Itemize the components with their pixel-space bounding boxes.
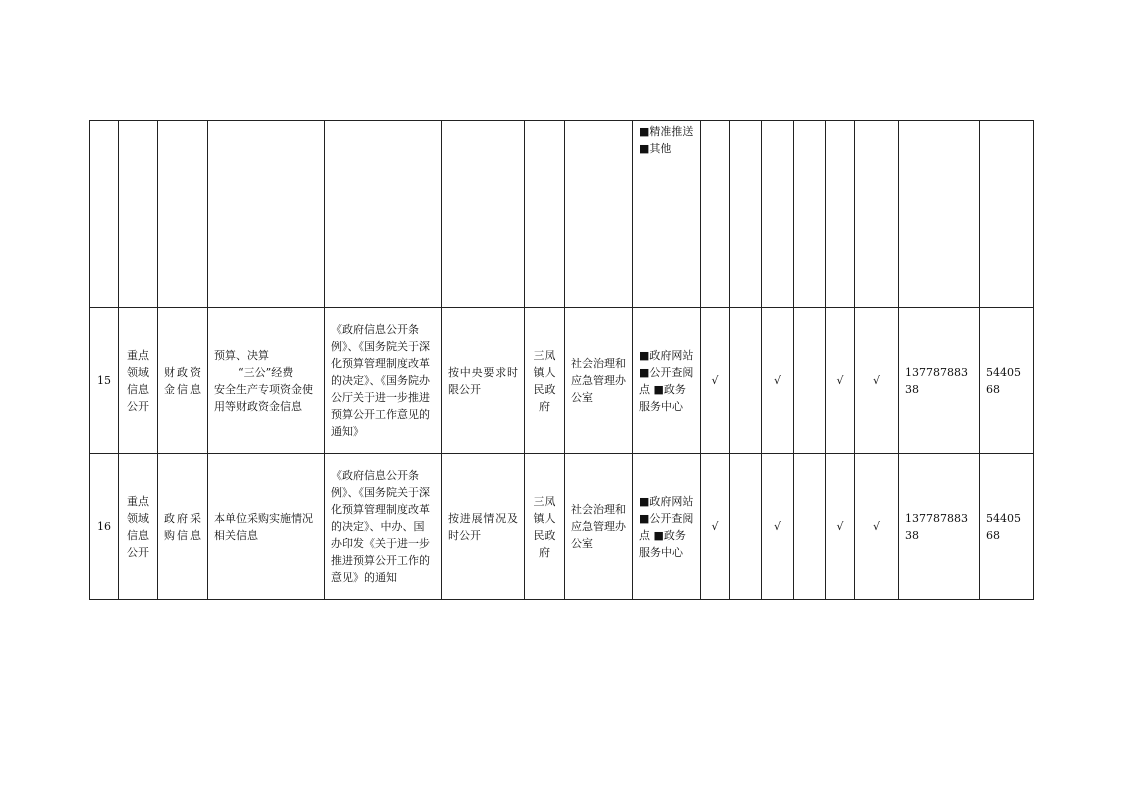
cell-check: [794, 308, 826, 454]
cell-category: [119, 121, 158, 308]
cell-category: 重点领域信息公开: [119, 454, 158, 600]
table-row: [90, 308, 1034, 454]
cell-check: [730, 308, 762, 454]
content-line: 安全生产专项资金使用等财政资金信息: [214, 382, 313, 413]
content-line: 预算、决算: [214, 348, 269, 362]
cell-content: [208, 454, 325, 600]
cell-category: 重点领域信息公开: [119, 308, 158, 454]
cell-check: [730, 454, 762, 600]
cell-check: [826, 121, 855, 308]
cell-dept: [565, 121, 633, 308]
cell-subject: 三凤镇人民政府: [525, 308, 565, 454]
cell-dept: 社会治理和应急管理办公室: [565, 454, 633, 600]
cell-basis: [325, 121, 442, 308]
cell-num: 16: [90, 454, 119, 600]
content-line: 本单位采购实施情况相关信息: [214, 511, 313, 542]
cell-channel: ■政府网站 ■公开查阅点 ■政务服务中心: [633, 308, 701, 454]
table-row: [90, 454, 1034, 600]
cell-tel: 5440568: [980, 454, 1034, 600]
cell-check: √: [762, 454, 794, 600]
cell-check: [762, 121, 794, 308]
cell-dept: 社会治理和应急管理办公室: [565, 308, 633, 454]
cell-check: [794, 454, 826, 600]
cell-time: 按进展情况及时公开: [442, 454, 525, 600]
cell-check: √: [701, 308, 730, 454]
cell-check: √: [826, 454, 855, 600]
cell-check: [701, 121, 730, 308]
cell-num: [90, 121, 119, 308]
table-row-continuation: [90, 121, 1034, 308]
cell-basis: 《政府信息公开条例》、《国务院关于深化预算管理制度改革的决定》、中办、国办印发《关于进一步推进预算公开工作的意见》的通知: [325, 454, 442, 600]
cell-time: 按中央要求时限公开: [442, 308, 525, 454]
cell-check: [794, 121, 826, 308]
cell-content: [208, 308, 325, 454]
cell-check: [730, 121, 762, 308]
cell-mobile: [899, 121, 980, 308]
cell-check: √: [826, 308, 855, 454]
cell-num: 15: [90, 308, 119, 454]
cell-subcategory: [158, 121, 208, 308]
cell-content: [208, 121, 325, 308]
cell-mobile: 13778788338: [899, 454, 980, 600]
cell-mobile: 13778788338: [899, 308, 980, 454]
cell-channel: ■政府网站 ■公开查阅点 ■政务服务中心: [633, 454, 701, 600]
cell-check: √: [701, 454, 730, 600]
cell-time: [442, 121, 525, 308]
cell-check: [855, 121, 899, 308]
cell-tel: 5440568: [980, 308, 1034, 454]
cell-subcategory: 政府采购信息: [158, 454, 208, 600]
cell-check: √: [855, 454, 899, 600]
disclosure-table: [89, 120, 1034, 600]
cell-basis: 《政府信息公开条例》、《国务院关于深化预算管理制度改革的决定》、《国务院办公厅关于进一步推进预算公开工作意见的通知》: [325, 308, 442, 454]
cell-channel: ■精准推送 ■其他: [633, 121, 701, 308]
cell-subject: 三凤镇人民政府: [525, 454, 565, 600]
cell-check: √: [762, 308, 794, 454]
content-line: “三公”经费: [238, 365, 294, 379]
cell-check: √: [855, 308, 899, 454]
cell-subject: [525, 121, 565, 308]
cell-tel: [980, 121, 1034, 308]
cell-subcategory: 财政资金信息: [158, 308, 208, 454]
